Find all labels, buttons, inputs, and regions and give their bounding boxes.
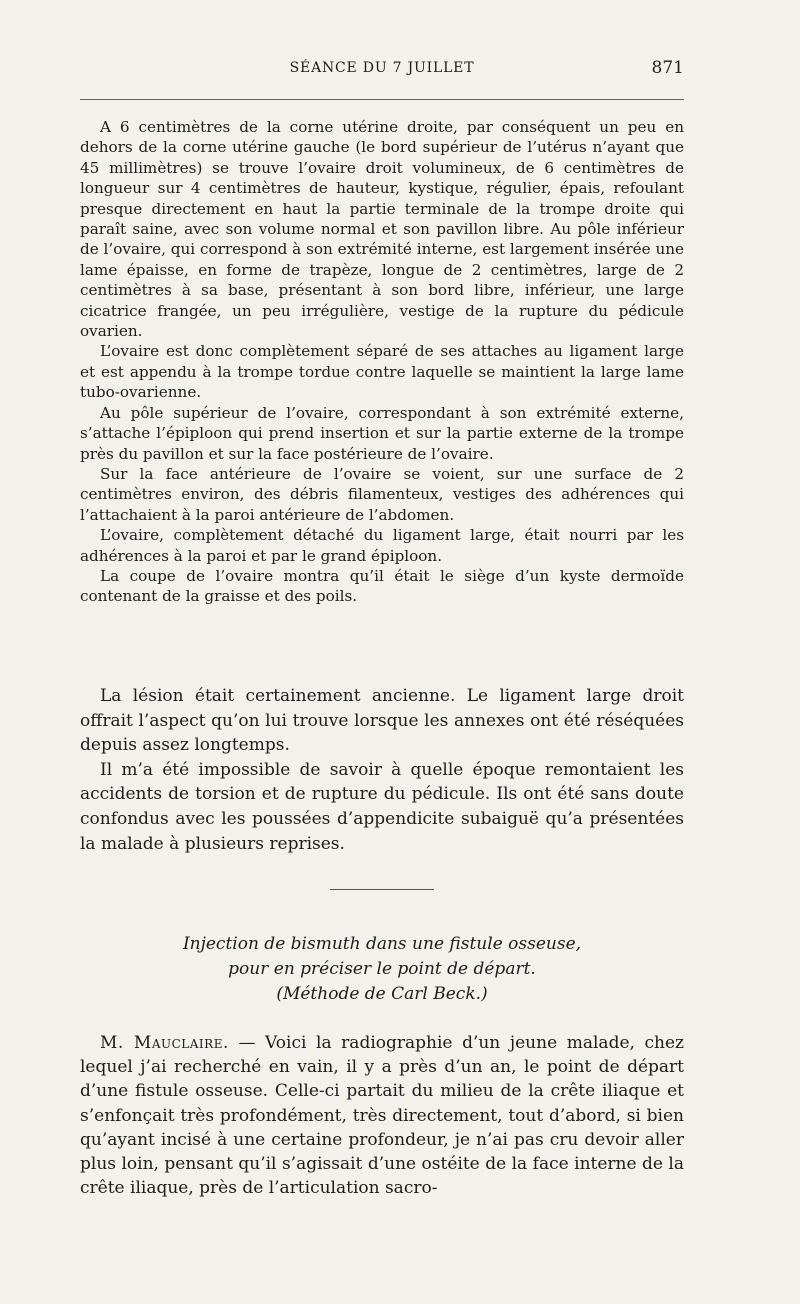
author-name: M. Mauclaire. (100, 1033, 229, 1053)
section-heading-line: Injection de bismuth dans une fistule osseuse, (182, 934, 582, 954)
paragraph (80, 1031, 684, 1200)
paragraph-body: — Voici la radiographie d’un jeune malade, chez lequel j’ai recherché en vain, il y a près d’un an, le point de départ d’une fistule osseuse. Celle-ci partait du milieu de la crête iliaque et s’enfonçait très profondément, très directement, tout d’abord, si bien qu’ayant incisé à une certaine profondeur, je n’ai pas cru devoir aller plus loin, pensant qu’il s’agissait d’une ostéite de la face interne de la crête iliaque, près de l’articulation sacro- (80, 1033, 685, 1199)
paragraph: Sur la face antérieure de l’ovaire se voient, sur une surface de 2 centimètres environ, des débris filamenteux, vestiges des adhérences qui l’attachaient à la paroi antérieure de l’abdomen. (80, 464, 684, 524)
running-header (80, 60, 684, 84)
conclusion-text (80, 684, 684, 856)
paragraph: Au pôle supérieur de l’ovaire, correspondant à son extrémité externe, s’attache l’épiploon qui prend insertion et sur la partie externe de la trompe près du pavillon et sur la face postérieure de l’ovaire. (80, 403, 684, 463)
section-heading-line: pour en préciser le point de départ. (228, 959, 536, 979)
communication-text (80, 1031, 684, 1200)
paragraph: L’ovaire est donc complètement séparé de ses attaches au ligament large et est appendu à la trompe tordue contre laquelle se maintient la large lame tubo-ovarienne. (80, 342, 684, 402)
paragraph: La coupe de l’ovaire montra qu’il était le siège d’un kyste dermoïde contenant de la graisse et des poils. (80, 566, 684, 606)
running-header-title: SÉANCE DU 7 JUILLET (289, 60, 475, 76)
page-number: 871 (651, 58, 684, 78)
section-heading (80, 932, 684, 1007)
case-description-small-print (80, 117, 684, 607)
paragraph: La lésion était certainement ancienne. Le ligament large droit offrait l’aspect qu’on lui trouve lorsque les annexes ont été réséquées depuis assez longtemps. (80, 686, 684, 756)
paragraph: Il m’a été impossible de savoir à quelle époque remontaient les accidents de torsion et de rupture du pédicule. Ils ont été sans doute confondus avec les poussées d’appendicite subaiguë qu’a présentées la malade à plusieurs reprises. (80, 759, 684, 854)
paragraph: A 6 centimètres de la corne utérine droite, par conséquent un peu en dehors de la corne utérine gauche (le bord supérieur de l’utérus n’ayant que 45 millimètres) se trouve l’ovaire droit volumineux, de 6 centimètres de longueur sur 4 centimètres de hauteur, kystique, régulier, épais, refoulant presque directement en haut la partie terminale de la trompe droite qui paraît saine, avec son volume normal et son pavillon libre. Au pôle inférieur de l’ovaire, qui correspond à son extrémité interne, est largement insérée une lame épaisse, en forme de trapèze, longue de 2 centimètres, large de 2 centimètres à sa base, présentant à son bord libre, inférieur, une large cicatrice frangée, un peu irrégulière, vestige de la rupture du pédicule ovarien. (80, 118, 684, 341)
section-divider (330, 889, 434, 890)
section-heading-line: (Méthode de Carl Beck.) (276, 984, 488, 1004)
paragraph: L’ovaire, complètement détaché du ligament large, était nourri par les adhérences à la paroi et par le grand épiploon. (80, 526, 684, 565)
header-rule (80, 99, 684, 100)
